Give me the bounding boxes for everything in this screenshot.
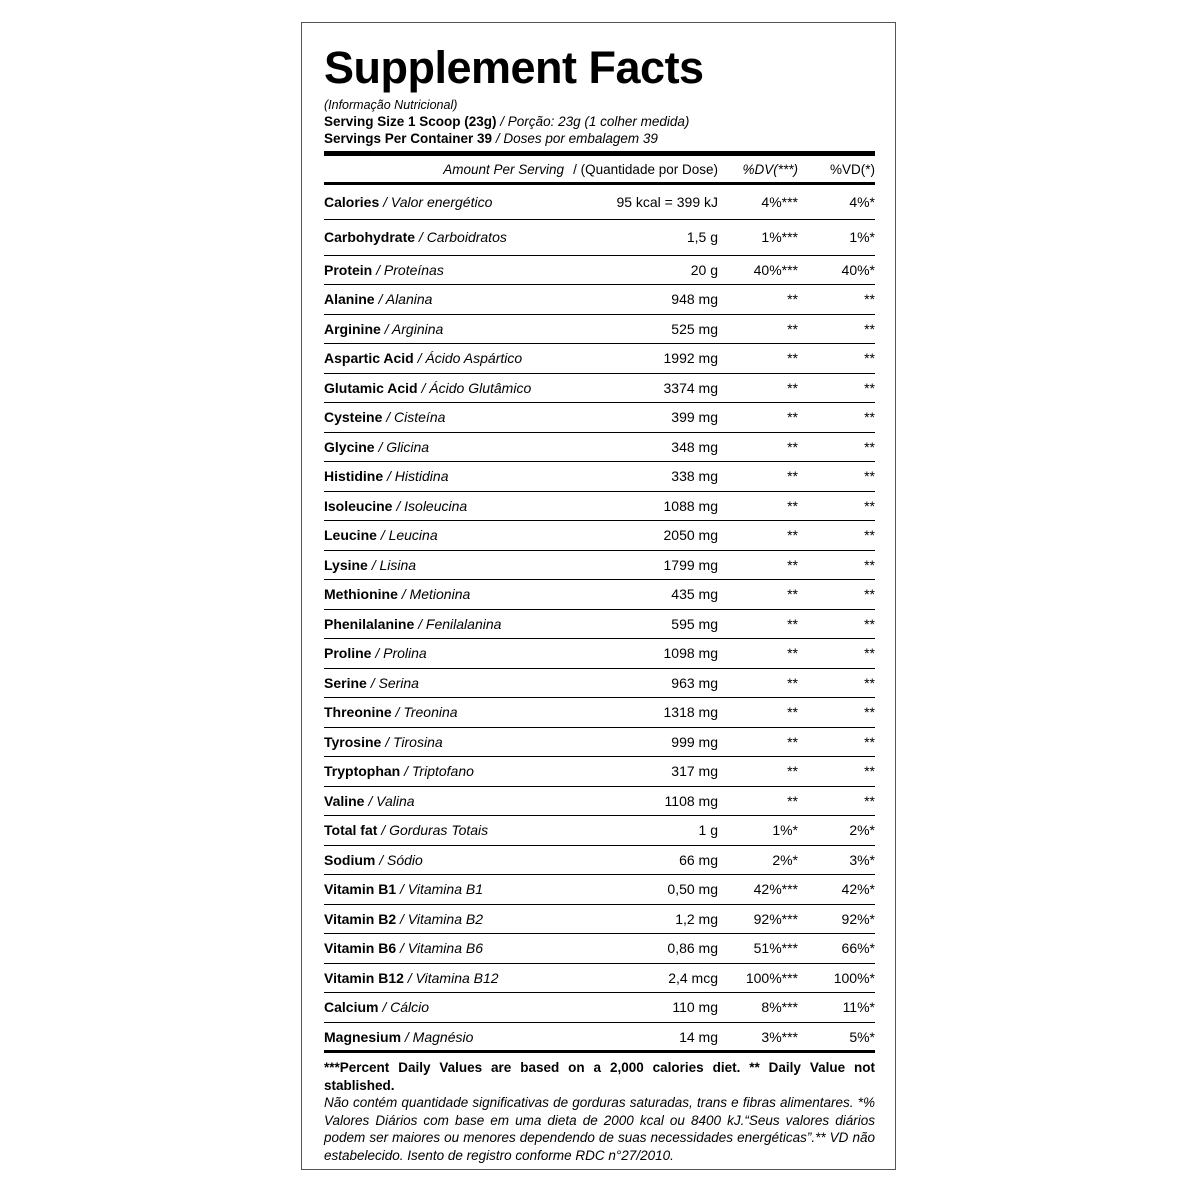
nutrient-name [324,586,470,602]
nutrient-amount: 525 mg [671,320,718,337]
nutrient-dv: 40%*** [753,262,798,278]
nutrient-amount: 338 mg [671,468,718,484]
serving-size [324,113,689,130]
nutrient-name-pt: / Cisteína [382,409,446,425]
serving-size-label: Serving Size 1 Scoop (23g) [324,114,497,129]
nutrient-name-en: Calories [324,194,380,210]
nutrient-name-en: Magnesium [324,1028,402,1045]
nutrient-name-en: Vitamin B1 [324,881,397,897]
nutrient-row [324,757,875,787]
nutrient-dv: ** [787,438,798,455]
nutrient-name-pt: / Valina [364,792,415,809]
nutrient-name-en: Protein [324,262,373,278]
nutrient-row [324,728,875,758]
nutrient-vd: 40%* [841,262,875,278]
nutrient-name-en: Valine [324,792,365,809]
nutrient-name-pt: / Ácido Aspártico [413,350,523,366]
nutrient-row [324,492,875,522]
thick-rule-top [324,151,875,156]
nutrient-name-en: Serine [324,674,367,691]
nutrient-amount: 0,86 mg [667,940,718,956]
nutrient-name-en: Leucine [324,527,377,543]
nutrient-row [324,787,875,817]
nutrient-name-pt: / Ácido Glutâmico [417,379,532,396]
nutrient-name [324,527,438,543]
nutrient-name [324,194,492,210]
nutrient-name-en: Aspartic Acid [324,350,414,366]
nutrient-name-pt: / Sódio [375,851,423,868]
nutrient-name-pt: / Glicina [374,438,430,455]
nutrient-name-en: Cysteine [324,409,383,425]
nutrient-amount: 14 mg [679,1028,718,1045]
nutrient-row [324,374,875,404]
nutrient-name-en: Carbohydrate [324,229,416,245]
nutrient-name-pt: / Prolina [371,645,427,661]
nutrient-name-pt: / Carboidratos [415,229,507,245]
nutrient-vd: 1%* [849,229,875,245]
nutrient-name [324,940,483,956]
nutrient-name [324,999,429,1015]
nutrient-vd: 4%* [849,194,875,210]
footnote-portuguese: Não contém quantidade significativas de gorduras saturadas, trans e fibras alimentares. *% Valores Diários com base em uma dieta de 2000 kcal ou 8400 kJ.“Seus valores diários podem ser maiores ou menores dependendo de suas necessidades energéticas”.** VD não estabelecido. Isento de registro conforme RDC n°27/2010. [324,1095,875,1163]
nutrient-row [324,905,875,935]
nutrient-dv: ** [787,645,798,661]
nutrient-name-pt: / Magnésio [401,1028,474,1045]
nutrient-dv: ** [787,497,798,514]
nutrient-name-pt: / Vitamina B2 [396,910,484,927]
nutrient-vd: 3%* [849,851,875,868]
nutrient-vd: 5%* [849,1028,875,1045]
nutrient-name-pt: / Cálcio [378,999,430,1015]
nutrient-name [324,616,501,632]
nutrient-name [324,1029,473,1045]
nutrient-name-pt: / Fenilalanina [414,615,502,632]
nutrient-row [324,875,875,905]
nutrient-vd: ** [864,586,875,602]
nutrient-name [324,645,427,661]
nutrient-name [324,970,499,986]
nutrient-amount: 66 mg [679,851,718,868]
nutrient-vd: 42%* [841,881,875,897]
footnotes [324,1059,875,1165]
nutrient-vd: ** [864,497,875,514]
nutrient-name-pt: / Triptofano [400,763,474,779]
nutrient-name [324,881,483,897]
nutrient-dv: ** [787,291,798,307]
nutrient-vd: 92%* [841,910,875,927]
nutrient-name-en: Tyrosine [324,733,382,750]
nutrient-dv: 8%*** [761,999,798,1015]
nutrient-amount: 95 kcal = 399 kJ [616,194,718,210]
nutrient-amount: 963 mg [671,674,718,691]
supplement-facts-panel [301,22,896,1170]
nutrient-amount: 2,4 mcg [668,969,718,986]
nutrient-dv: ** [787,556,798,573]
nutrient-name-en: Alanine [324,291,375,307]
nutrient-row [324,816,875,846]
nutrient-name [324,675,419,691]
nutrient-amount: 0,50 mg [667,881,718,897]
nutrient-amount: 1108 mg [664,792,718,809]
nutrient-name-en: Vitamin B12 [324,969,404,986]
servings-per-container-label: Servings Per Container 39 [324,131,493,146]
nutrient-name-pt: / Alanina [374,291,433,307]
nutrient-name [324,262,444,278]
nutrient-vd: ** [864,733,875,750]
nutrient-row [324,1023,875,1053]
nutrient-amount: 317 mg [671,763,718,779]
nutrient-vd: ** [864,379,875,396]
nutrient-amount: 1,2 mg [675,910,718,927]
nutrient-name-en: Threonine [324,704,392,720]
nutrient-dv: 3%*** [761,1028,798,1045]
nutrient-name [324,291,432,307]
nutrient-row [324,403,875,433]
nutrient-name-pt: / Tirosina [381,733,443,750]
nutrient-name-pt: / Leucina [376,527,438,543]
nutrient-name [324,704,458,720]
nutrient-dv: 4%*** [761,194,798,210]
nutrient-row [324,698,875,728]
nutrient-name [324,734,443,750]
nutrient-name-en: Calcium [324,999,379,1015]
nutrient-row [324,846,875,876]
nutrient-dv: 92%*** [753,910,798,927]
nutrient-dv: ** [787,409,798,425]
nutrient-name-en: Isoleucine [324,497,393,514]
nutrient-amount: 1 g [698,822,718,838]
nutrient-amount: 1,5 g [686,229,718,245]
nutrient-vd: ** [864,438,875,455]
nutrient-dv: ** [787,468,798,484]
nutrient-row [324,580,875,610]
nutrient-row [324,285,875,315]
nutrient-dv: ** [787,704,798,720]
nutrient-vd: ** [864,468,875,484]
nutrient-dv: 51%*** [753,940,798,956]
nutrient-amount: 110 mg [672,999,718,1015]
nutrient-name-en: Vitamin B2 [324,910,397,927]
nutrient-amount: 595 mg [671,615,718,632]
nutrient-vd: ** [864,527,875,543]
nutrient-name-pt: / Gorduras Totais [377,822,489,838]
nutrient-name-pt: / Arginina [380,320,444,337]
nutrient-vd: ** [864,291,875,307]
nutrient-row [324,433,875,463]
nutrient-row [324,551,875,581]
nutrient-amount: 1318 mg [663,704,718,720]
nutrient-name-pt: / Valor energético [379,194,493,210]
nutrient-name-pt: / Vitamina B12 [403,969,499,986]
nutrient-dv: ** [787,350,798,366]
nutrient-name [324,229,507,245]
nutrient-name-en: Lysine [324,556,368,573]
nutrient-vd: ** [864,645,875,661]
nutrient-row [324,993,875,1023]
nutrient-vd: ** [864,556,875,573]
nutrient-name-pt: / Vitamina B6 [396,940,484,956]
nutrient-row [324,462,875,492]
nutrient-vd: ** [864,763,875,779]
dv-column-header: %DV(***) [742,162,798,177]
nutrient-name [324,380,531,396]
nutrient-dv: 42%*** [753,881,798,897]
nutrient-name-en: Arginine [324,320,381,337]
nutrient-name [324,852,423,868]
nutrient-row [324,610,875,640]
nutrient-name-pt: / Lisina [367,556,417,573]
nutrient-name [324,321,443,337]
nutrient-amount: 435 mg [671,586,718,602]
nutrient-vd: ** [864,674,875,691]
nutrient-name [324,557,416,573]
nutrient-vd: ** [864,320,875,337]
nutrient-vd: ** [864,350,875,366]
nutrient-name-pt: / Histidina [383,468,449,484]
nutrient-dv: ** [787,527,798,543]
nutrient-dv: ** [787,733,798,750]
nutrient-dv: 1%*** [761,229,798,245]
nutrient-amount: 20 g [690,262,718,278]
nutrient-dv: ** [787,792,798,809]
vd-column-header: %VD(*) [829,162,875,177]
nutrient-name-pt: / Isoleucina [392,497,468,514]
nutrient-dv: ** [787,763,798,779]
thick-rule-bottom [324,1050,875,1053]
nutrient-dv: ** [787,674,798,691]
nutrient-dv: 100%*** [745,969,798,986]
nutrient-name-en: Phenilalanine [324,615,415,632]
panel-title: Supplement Facts [324,42,704,93]
nutrient-name-en: Proline [324,645,372,661]
nutrient-dv: ** [787,615,798,632]
servings-per-container-pt: / Doses por embalagem 39 [492,131,658,146]
nutrient-amount: 1098 mg [663,645,718,661]
nutrient-name-pt: / Treonina [391,704,458,720]
amount-per-serving-label: Amount Per Serving [443,162,564,177]
nutrient-name-en: Sodium [324,851,376,868]
nutrient-row [324,934,875,964]
nutrient-name [324,439,429,455]
nutrient-vd: 66%* [841,940,875,956]
nutrient-vd: ** [864,792,875,809]
nutrient-row [324,964,875,994]
nutrient-name [324,498,467,514]
nutrient-dv: 1%* [772,822,798,838]
nutrient-amount: 2050 mg [663,527,718,543]
nutrient-amount: 999 mg [671,733,718,750]
amount-per-serving-pt: / (Quantidade por Dose) [573,162,718,177]
nutrient-dv: 2%* [772,851,798,868]
nutrient-row [324,669,875,699]
nutrient-name-en: Glycine [324,438,375,455]
nutrient-vd: 2%* [849,822,875,838]
nutrient-row [324,256,875,285]
serving-size-pt: / Porção: 23g (1 colher medida) [496,114,690,129]
nutrient-name [324,409,445,425]
nutrient-row [324,639,875,669]
nutrient-row [324,344,875,374]
nutrient-name [324,350,522,366]
nutrient-name [324,468,448,484]
nutrient-vd: 100%* [833,969,875,986]
column-header [324,162,875,182]
nutrient-row [324,185,875,220]
nutrient-name-en: Histidine [324,468,384,484]
nutrient-name-pt: / Serina [366,674,419,691]
nutrient-amount: 399 mg [671,409,718,425]
nutrient-name-pt: / Metionina [397,586,471,602]
nutrient-amount: 3374 mg [663,379,718,396]
nutrient-vd: ** [864,615,875,632]
nutrient-name-en: Total fat [324,822,378,838]
nutrient-row [324,220,875,256]
servings-per-container [324,130,658,147]
nutrient-name [324,763,474,779]
nutrient-vd: ** [864,704,875,720]
nutrient-vd: ** [864,409,875,425]
nutrient-name-pt: / Proteínas [372,262,444,278]
nutrient-amount: 1799 mg [663,556,718,573]
subtitle-info: (Informação Nutricional) [324,98,458,112]
nutrient-name-en: Vitamin B6 [324,940,397,956]
nutrient-dv: ** [787,379,798,396]
nutrient-row [324,315,875,345]
footnote-english: ***Percent Daily Values are based on a 2,000 calories diet. ** Daily Value not stablished. [324,1060,875,1093]
nutrient-dv: ** [787,320,798,337]
nutrient-name [324,793,415,809]
nutrient-name [324,822,488,838]
nutrient-amount: 1992 mg [663,350,718,366]
nutrient-row [324,521,875,551]
nutrient-amount: 948 mg [671,291,718,307]
nutrient-name-en: Tryptophan [324,763,401,779]
nutrient-dv: ** [787,586,798,602]
nutrient-amount: 348 mg [671,438,718,455]
nutrient-name-en: Methionine [324,586,398,602]
nutrient-name [324,911,483,927]
nutrient-vd: 11%* [842,999,875,1015]
nutrient-name-en: Glutamic Acid [324,379,418,396]
nutrient-amount: 1088 mg [663,497,718,514]
nutrient-name-pt: / Vitamina B1 [396,881,484,897]
